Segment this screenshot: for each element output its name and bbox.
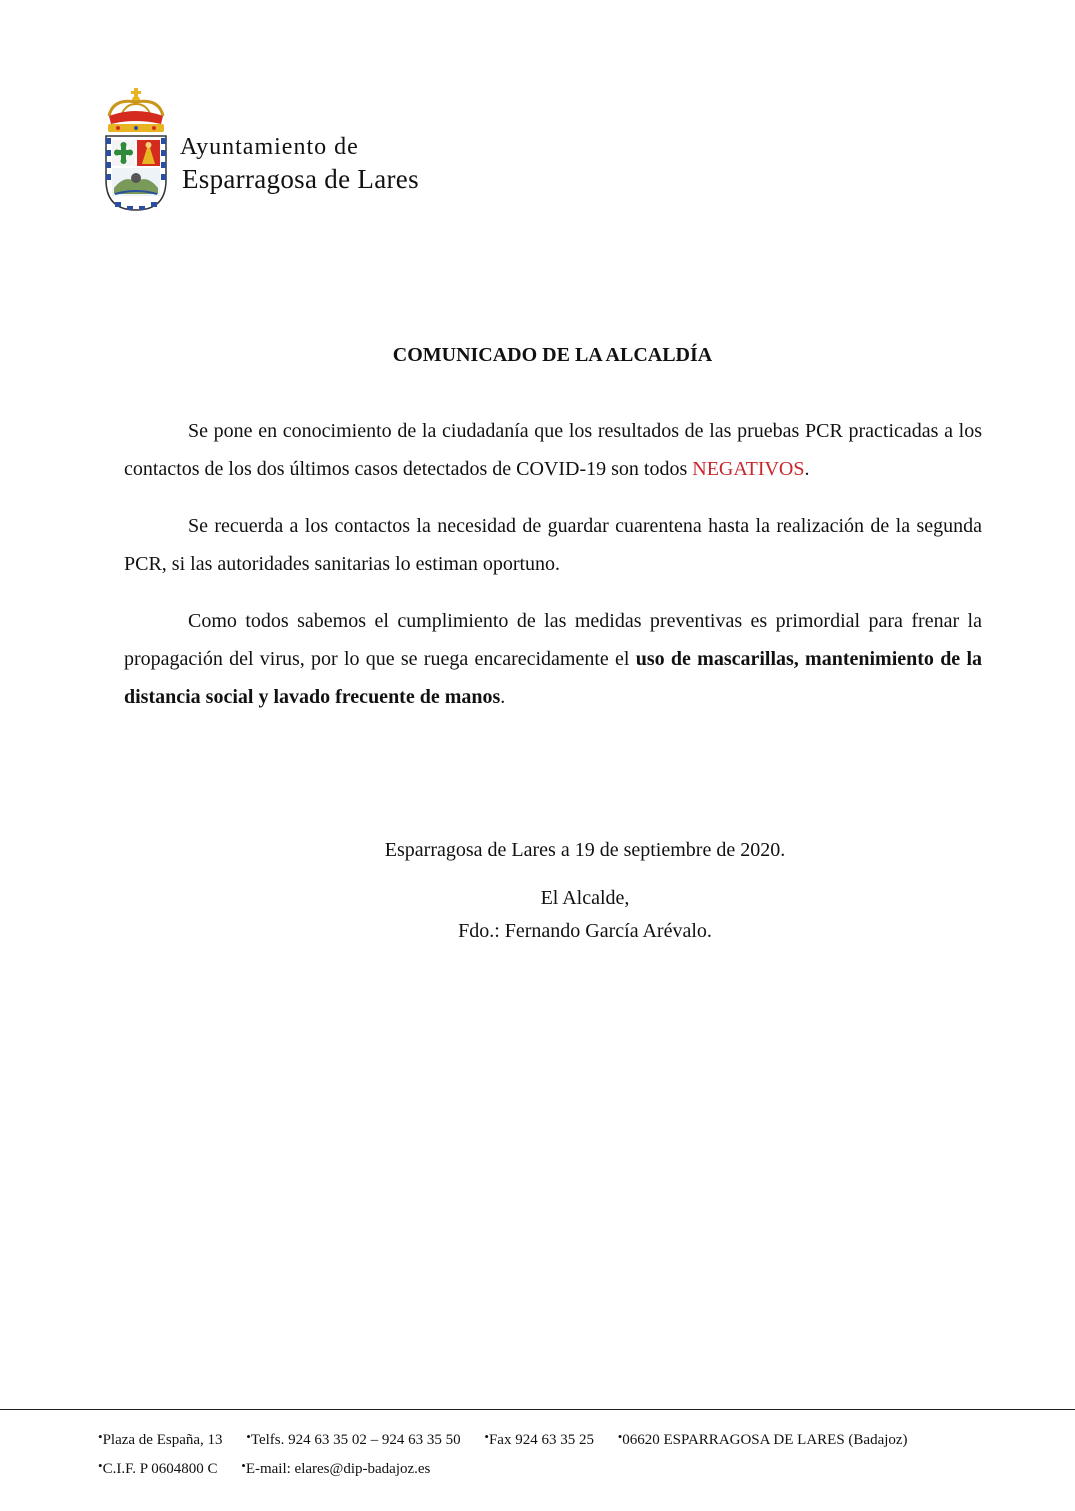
footer-postal: • 06620 ESPARRAGOSA DE LARES (Badajoz) — [618, 1432, 908, 1448]
paragraph-results — [124, 412, 982, 488]
coat-of-arms-icon — [103, 88, 169, 213]
paragraph-quarantine: Se recuerda a los contactos la necesidad de guardar cuarentena hasta la realización de la segunda PCR, si las autoridades sanitarias lo estiman oportuno. — [124, 515, 982, 575]
footer-row-ids — [98, 1453, 928, 1482]
document-body — [124, 412, 982, 735]
footer-email: • E-mail: elares@dip-badajoz.es — [241, 1461, 430, 1477]
signatory-role: El Alcalde, — [540, 887, 630, 909]
organization-name-line1: Ayuntamiento de — [180, 134, 359, 160]
organization-name-line2: Esparragosa de Lares — [182, 164, 419, 194]
footer-address: • Plaza de España, 13 — [98, 1432, 223, 1448]
date-line: Esparragosa de Lares a 19 de septiembre de 2020. — [384, 839, 786, 861]
signature-block — [0, 834, 1075, 948]
footer-divider — [0, 1409, 1075, 1410]
paragraph-measures-end: . — [500, 686, 506, 708]
footer-cif: • C.I.F. P 0604800 C — [98, 1461, 218, 1477]
paragraph-results-text: Se pone en conocimiento de la ciudadanía que los resultados de las pruebas PCR practicadas a los contactos de los dos últimos casos detectados de COVID-19 son todos — [124, 420, 982, 480]
measures-emphasis: uso de mascarillas, mantenimiento de la distancia social y lavado frecuente de manos — [124, 648, 982, 708]
footer — [98, 1424, 928, 1482]
paragraph-measures — [124, 602, 982, 716]
paragraph-results-end: . — [804, 458, 810, 480]
negative-result-highlight: NEGATIVOS — [692, 458, 805, 480]
footer-phones: • Telfs. 924 63 35 02 – 924 63 35 50 — [246, 1432, 460, 1448]
document-title: COMUNICADO DE LA ALCALDÍA — [392, 344, 713, 366]
signatory-name: Fdo.: Fernando García Arévalo. — [458, 920, 712, 942]
footer-fax: • Fax 924 63 35 25 — [484, 1432, 594, 1448]
footer-row-contact — [98, 1424, 928, 1453]
letterhead — [103, 88, 523, 213]
paragraph-measures-text: Como todos sabemos el cumplimiento de las medidas preventivas es primordial para frenar la propagación del virus, por lo que se ruega encarecidamente el — [124, 610, 982, 670]
